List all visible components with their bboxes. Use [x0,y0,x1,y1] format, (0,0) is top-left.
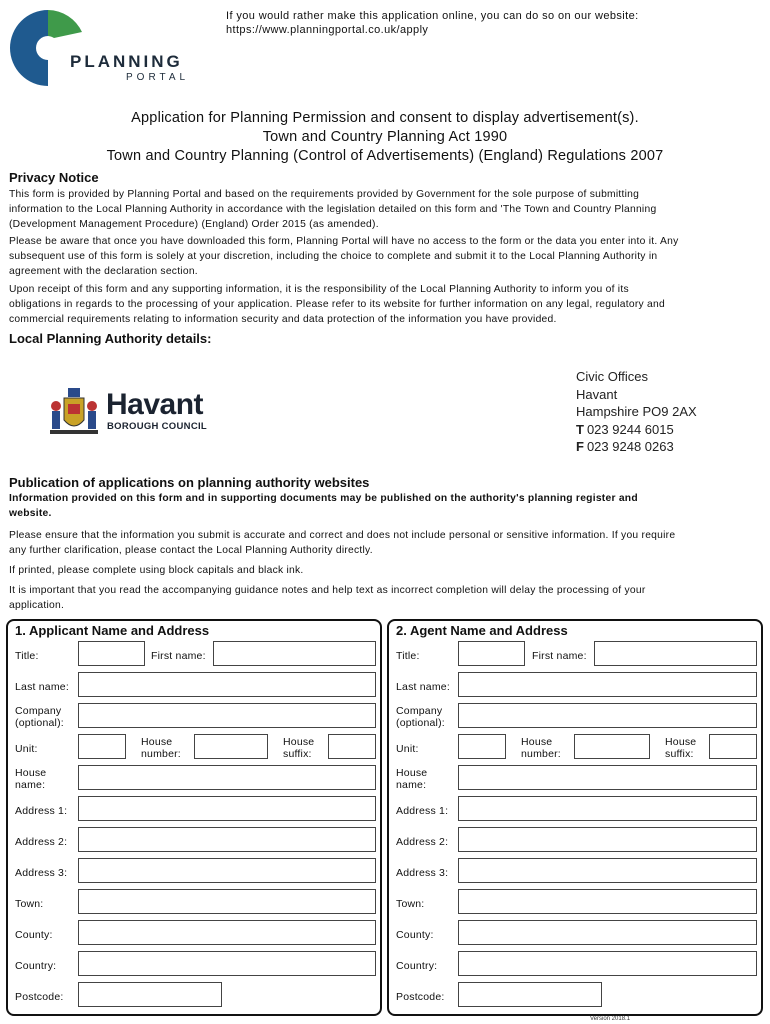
havant-name: Havant [106,388,204,421]
agent-last-name-label: Last name: [396,681,450,693]
fax-label: F [576,439,584,454]
privacy-p3-line: obligations in regards to the processing of your application. Please refer to its website for further information on any legal, regulatory and [9,299,665,310]
form-title-line3: Town and Country Planning (Control of Advertisements) (England) Regulations 2007 [106,148,664,164]
house-suffix-label-line: suffix: [665,748,694,760]
company-label-line: (optional): [15,717,64,729]
applicant-address1-input[interactable] [78,796,376,821]
havant-crest-icon [46,384,102,436]
agent-postcode-label: Postcode: [396,991,445,1003]
house-name-label-line: House [396,767,428,779]
agent-country-input[interactable] [458,951,757,976]
publication-paragraph-3 [9,583,761,613]
lpa-telephone [576,421,697,439]
publication-bold-notice [9,491,761,521]
havant-subtitle: BOROUGH COUNCIL [107,421,208,432]
agent-address3-input[interactable] [458,858,757,883]
agent-house-number-input[interactable] [574,734,650,759]
publication-bold-line: Information provided on this form and in supporting documents may be published on the authority's planning register and [9,493,638,504]
publication-paragraph-1 [9,528,761,558]
applicant-first-name-input[interactable] [213,641,376,666]
agent-company-input[interactable] [458,703,757,728]
applicant-county-label: County: [15,929,53,941]
form-title-line2: Town and Country Planning Act 1990 [262,129,508,145]
agent-house-suffix-input[interactable] [709,734,757,759]
house-number-label-line: number: [141,748,181,760]
lpa-address [576,368,697,456]
privacy-p3-line: Upon receipt of this form and any supporting information, it is the responsibility of the Local Planning Authority to inform you of its [9,284,629,295]
agent-town-input[interactable] [458,889,757,914]
company-label-line: (optional): [396,717,445,729]
agent-panel-title: 2. Agent Name and Address [396,623,568,638]
privacy-heading: Privacy Notice [9,170,99,185]
agent-postcode-input[interactable] [458,982,602,1007]
applicant-address2-label: Address 2: [15,836,68,848]
logo-text-portal: PORTAL [126,72,190,83]
online-notice-text: If you would rather make this application online, you can do so on our website: [226,10,639,22]
applicant-panel [6,619,382,1016]
lpa-address-line: Civic Offices [576,369,648,384]
form-title [0,109,770,166]
house-number-label-line: number: [521,748,561,760]
online-notice-url[interactable]: https://www.planningportal.co.uk/apply [226,24,429,36]
privacy-p1-line: This form is provided by Planning Portal and based on the requirements provided by Government for the sole purpose of submitting [9,189,640,200]
agent-title-label: Title: [396,650,420,662]
agent-address1-input[interactable] [458,796,757,821]
agent-unit-label: Unit: [396,743,419,755]
lpa-fax [576,438,697,456]
applicant-title-input[interactable] [78,641,145,666]
publication-paragraph-2: If printed, please complete using block capitals and black ink. [9,565,304,576]
privacy-paragraph-3 [9,282,761,327]
applicant-house-suffix-input[interactable] [328,734,376,759]
applicant-town-input[interactable] [78,889,376,914]
applicant-country-input[interactable] [78,951,376,976]
privacy-p1-line: information to the Local Planning Authority in accordance with the legislation detailed on this form and 'The Town and Country Planning [9,204,657,215]
lpa-heading: Local Planning Authority details: [9,331,212,346]
agent-first-name-label: First name: [532,650,587,662]
agent-country-label: Country: [396,960,438,972]
agent-house-name-label [396,767,427,791]
house-name-label-line: name: [15,779,46,791]
agent-first-name-input[interactable] [594,641,757,666]
applicant-town-label: Town: [15,898,44,910]
applicant-county-input[interactable] [78,920,376,945]
agent-house-suffix-label [665,736,696,760]
house-suffix-label-line: House [283,736,315,748]
publication-p1-line: any further clarification, please contact the Local Planning Authority directly. [9,545,373,556]
privacy-p2-line: subsequent use of this form is solely at your discretion, including the choice to complete and submit it to the Local Planning Authority in [9,251,658,262]
fax-number: 023 9248 0263 [586,439,674,454]
applicant-company-input[interactable] [78,703,376,728]
applicant-house-suffix-label [283,736,314,760]
form-title-line1: Application for Planning Permission and consent to display advertisement(s). [131,110,639,126]
version-label: Version 2018.1 [590,1016,631,1022]
applicant-first-name-label: First name: [151,650,206,662]
online-notice [226,9,639,37]
agent-house-name-input[interactable] [458,765,757,790]
tel-label: T [576,421,584,437]
company-label-line: Company [15,705,62,717]
logo-text-planning: PLANNING [70,52,183,71]
privacy-p2-line: agreement with the declaration section. [9,266,198,277]
agent-company-label [396,705,445,729]
agent-county-label: County: [396,929,434,941]
privacy-paragraph-1 [9,187,761,232]
publication-heading: Publication of applications on planning authority websites [9,475,370,490]
applicant-company-label [15,705,64,729]
applicant-house-number-input[interactable] [194,734,268,759]
agent-last-name-input[interactable] [458,672,757,697]
agent-unit-input[interactable] [458,734,506,759]
house-name-label-line: name: [396,779,427,791]
privacy-paragraph-2 [9,234,761,279]
applicant-postcode-input[interactable] [78,982,222,1007]
applicant-panel-title: 1. Applicant Name and Address [15,623,210,638]
house-number-label-line: House [521,736,553,748]
publication-bold-line: website. [9,508,52,519]
applicant-last-name-label: Last name: [15,681,69,693]
applicant-house-name-label [15,767,46,791]
applicant-last-name-input[interactable] [78,672,376,697]
applicant-address3-input[interactable] [78,858,376,883]
privacy-p3-line: commercial requirements relating to information security and data protection of the information you have provided. [9,314,557,325]
applicant-house-name-input[interactable] [78,765,376,790]
lpa-address-line: Hampshire PO9 2AX [576,404,697,419]
applicant-address1-label: Address 1: [15,805,68,817]
house-suffix-label-line: suffix: [283,748,312,760]
agent-house-number-label [521,736,561,760]
publication-p1-line: Please ensure that the information you submit is accurate and correct and does not include personal or sensitive information. If you require [9,530,676,541]
applicant-house-number-label [141,736,181,760]
agent-address3-label: Address 3: [396,867,449,879]
privacy-p2-line: Please be aware that once you have downloaded this form, Planning Portal will have no access to the form or the data you enter into it. Any [9,236,679,247]
planning-portal-logo [8,8,198,90]
privacy-p1-line: (Development Management Procedure) (England) Order 2015 (as amended). [9,219,379,230]
house-number-label-line: House [141,736,173,748]
applicant-postcode-label: Postcode: [15,991,64,1003]
applicant-address3-label: Address 3: [15,867,68,879]
house-suffix-label-line: House [665,736,697,748]
tel-number: 023 9244 6015 [586,421,674,437]
planning-portal-logo-icon [8,8,88,88]
publication-p3-line: application. [9,600,65,611]
applicant-title-label: Title: [15,650,39,662]
applicant-address2-input[interactable] [78,827,376,852]
agent-address2-label: Address 2: [396,836,449,848]
agent-town-label: Town: [396,898,425,910]
publication-p3-line: It is important that you read the accompanying guidance notes and help text as incorrect completion will delay the processing of your [9,585,646,596]
agent-address2-input[interactable] [458,827,757,852]
applicant-unit-label: Unit: [15,743,38,755]
lpa-address-line: Havant [576,386,618,402]
applicant-country-label: Country: [15,960,57,972]
applicant-unit-input[interactable] [78,734,126,759]
agent-county-input[interactable] [458,920,757,945]
house-name-label-line: House [15,767,47,779]
agent-title-input[interactable] [458,641,525,666]
agent-address1-label: Address 1: [396,805,449,817]
company-label-line: Company [396,705,443,717]
agent-panel [387,619,763,1016]
